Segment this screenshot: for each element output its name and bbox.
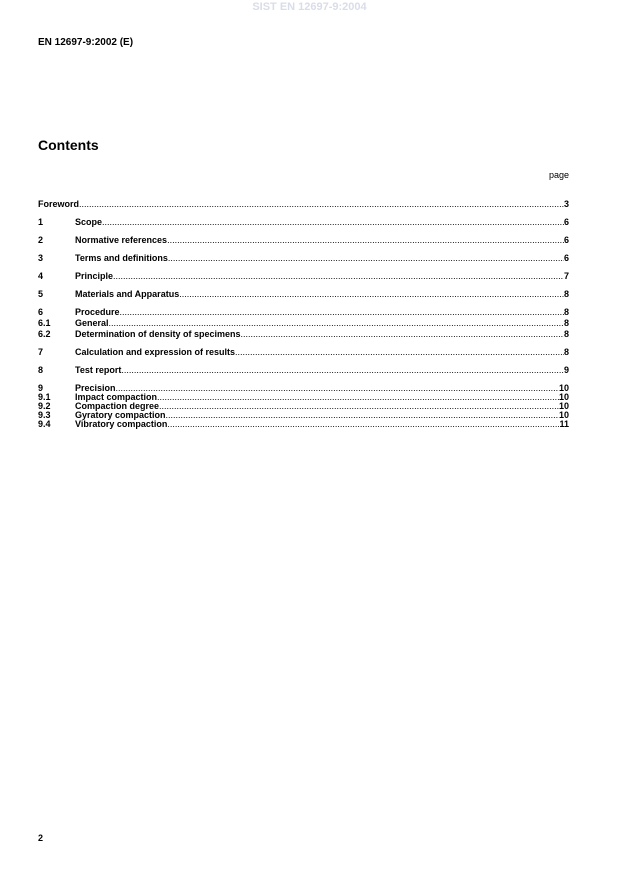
toc-entry-page: 8 bbox=[563, 289, 569, 299]
toc-entry-general[interactable] bbox=[38, 319, 569, 328]
toc-entry-title: Normative references bbox=[75, 235, 168, 245]
toc-leader-dots bbox=[116, 384, 559, 393]
toc-entry-number: 3 bbox=[38, 253, 44, 263]
toc-entry-procedure[interactable] bbox=[38, 308, 569, 317]
toc-entry-number: 1 bbox=[38, 217, 44, 227]
toc-entry-number: 7 bbox=[38, 347, 44, 357]
toc-entry-terms-and-definitions[interactable] bbox=[38, 254, 569, 263]
toc-entry-title: Materials and Apparatus bbox=[75, 289, 180, 299]
toc-entry-number: 9 bbox=[38, 383, 44, 393]
toc-entry-number: 6.1 bbox=[38, 318, 51, 328]
toc-entry-number: 9.3 bbox=[38, 410, 51, 420]
toc-entry-title: Principle bbox=[75, 271, 114, 281]
toc-entry-title: Impact compaction bbox=[75, 392, 158, 402]
toc-entry-page: 8 bbox=[563, 329, 569, 339]
toc-entry-number: 8 bbox=[38, 365, 44, 375]
toc-entry-title: Foreword bbox=[38, 199, 80, 209]
toc-entry-calculation[interactable] bbox=[38, 348, 569, 357]
toc-leader-dots bbox=[157, 393, 559, 402]
toc-entry-page: 10 bbox=[558, 383, 569, 393]
toc-entry-page: 6 bbox=[563, 253, 569, 263]
toc-entry-number: 2 bbox=[38, 235, 44, 245]
toc-entry-title: Vibratory compaction bbox=[75, 419, 168, 429]
toc-leader-dots bbox=[235, 348, 564, 357]
toc-entry-foreword[interactable] bbox=[38, 200, 569, 209]
toc-leader-dots bbox=[241, 330, 564, 339]
toc-leader-dots bbox=[159, 402, 559, 411]
toc-entry-title: Scope bbox=[75, 217, 103, 227]
toc-leader-dots bbox=[179, 290, 564, 299]
toc-leader-dots bbox=[102, 218, 564, 227]
toc-entry-number: 4 bbox=[38, 271, 44, 281]
toc-entry-title: Gyratory compaction bbox=[75, 410, 166, 420]
toc-leader-dots bbox=[167, 236, 564, 245]
table-of-contents bbox=[38, 200, 569, 429]
toc-entry-page: 6 bbox=[563, 235, 569, 245]
toc-entry-title: Test report bbox=[75, 365, 122, 375]
toc-entry-title: Compaction degree bbox=[75, 401, 160, 411]
toc-leader-dots bbox=[109, 319, 564, 328]
toc-entry-page: 3 bbox=[563, 199, 569, 209]
toc-entry-title: Precision bbox=[75, 383, 116, 393]
toc-entry-normative-references[interactable] bbox=[38, 236, 569, 245]
toc-entry-number: 6.2 bbox=[38, 329, 51, 339]
toc-entry-page: 6 bbox=[563, 217, 569, 227]
toc-entry-title: Calculation and expression of results bbox=[75, 347, 236, 357]
toc-entry-page: 8 bbox=[563, 318, 569, 328]
toc-entry-title: Determination of density of specimens bbox=[75, 329, 241, 339]
toc-entry-page: 10 bbox=[558, 392, 569, 402]
toc-leader-dots bbox=[168, 254, 564, 263]
toc-entry-page: 8 bbox=[563, 347, 569, 357]
toc-leader-dots bbox=[166, 411, 559, 420]
toc-entry-number: 9.4 bbox=[38, 419, 51, 429]
toc-leader-dots bbox=[79, 200, 564, 209]
toc-entry-determination-of-density[interactable] bbox=[38, 330, 569, 339]
toc-entry-page: 10 bbox=[558, 401, 569, 411]
toc-entry-page: 9 bbox=[563, 365, 569, 375]
page-number: 2 bbox=[38, 833, 44, 843]
toc-entry-title: General bbox=[75, 318, 109, 328]
toc-leader-dots bbox=[121, 366, 564, 375]
toc-entry-materials-and-apparatus[interactable] bbox=[38, 290, 569, 299]
toc-leader-dots bbox=[120, 308, 564, 317]
toc-entry-number: 9.2 bbox=[38, 401, 51, 411]
toc-entry-number: 9.1 bbox=[38, 392, 51, 402]
toc-entry-title: Procedure bbox=[75, 307, 120, 317]
toc-entry-vibratory-compaction[interactable] bbox=[38, 420, 569, 429]
toc-entry-number: 5 bbox=[38, 289, 44, 299]
toc-leader-dots bbox=[113, 272, 564, 281]
toc-entry-principle[interactable] bbox=[38, 272, 569, 281]
page-column-label: page bbox=[548, 170, 569, 180]
toc-entry-page: 8 bbox=[563, 307, 569, 317]
document-id: EN 12697-9:2002 (E) bbox=[38, 37, 134, 48]
toc-entry-scope[interactable] bbox=[38, 218, 569, 227]
toc-entry-page: 11 bbox=[559, 419, 569, 429]
toc-leader-dots bbox=[167, 420, 559, 429]
toc-entry-page: 10 bbox=[558, 410, 569, 420]
toc-entry-number: 6 bbox=[38, 307, 44, 317]
watermark: SIST EN 12697-9:2004 bbox=[252, 1, 367, 13]
contents-heading: Contents bbox=[38, 137, 99, 153]
toc-entry-page: 7 bbox=[563, 271, 569, 281]
toc-entry-test-report[interactable] bbox=[38, 366, 569, 375]
toc-entry-title: Terms and definitions bbox=[75, 253, 168, 263]
